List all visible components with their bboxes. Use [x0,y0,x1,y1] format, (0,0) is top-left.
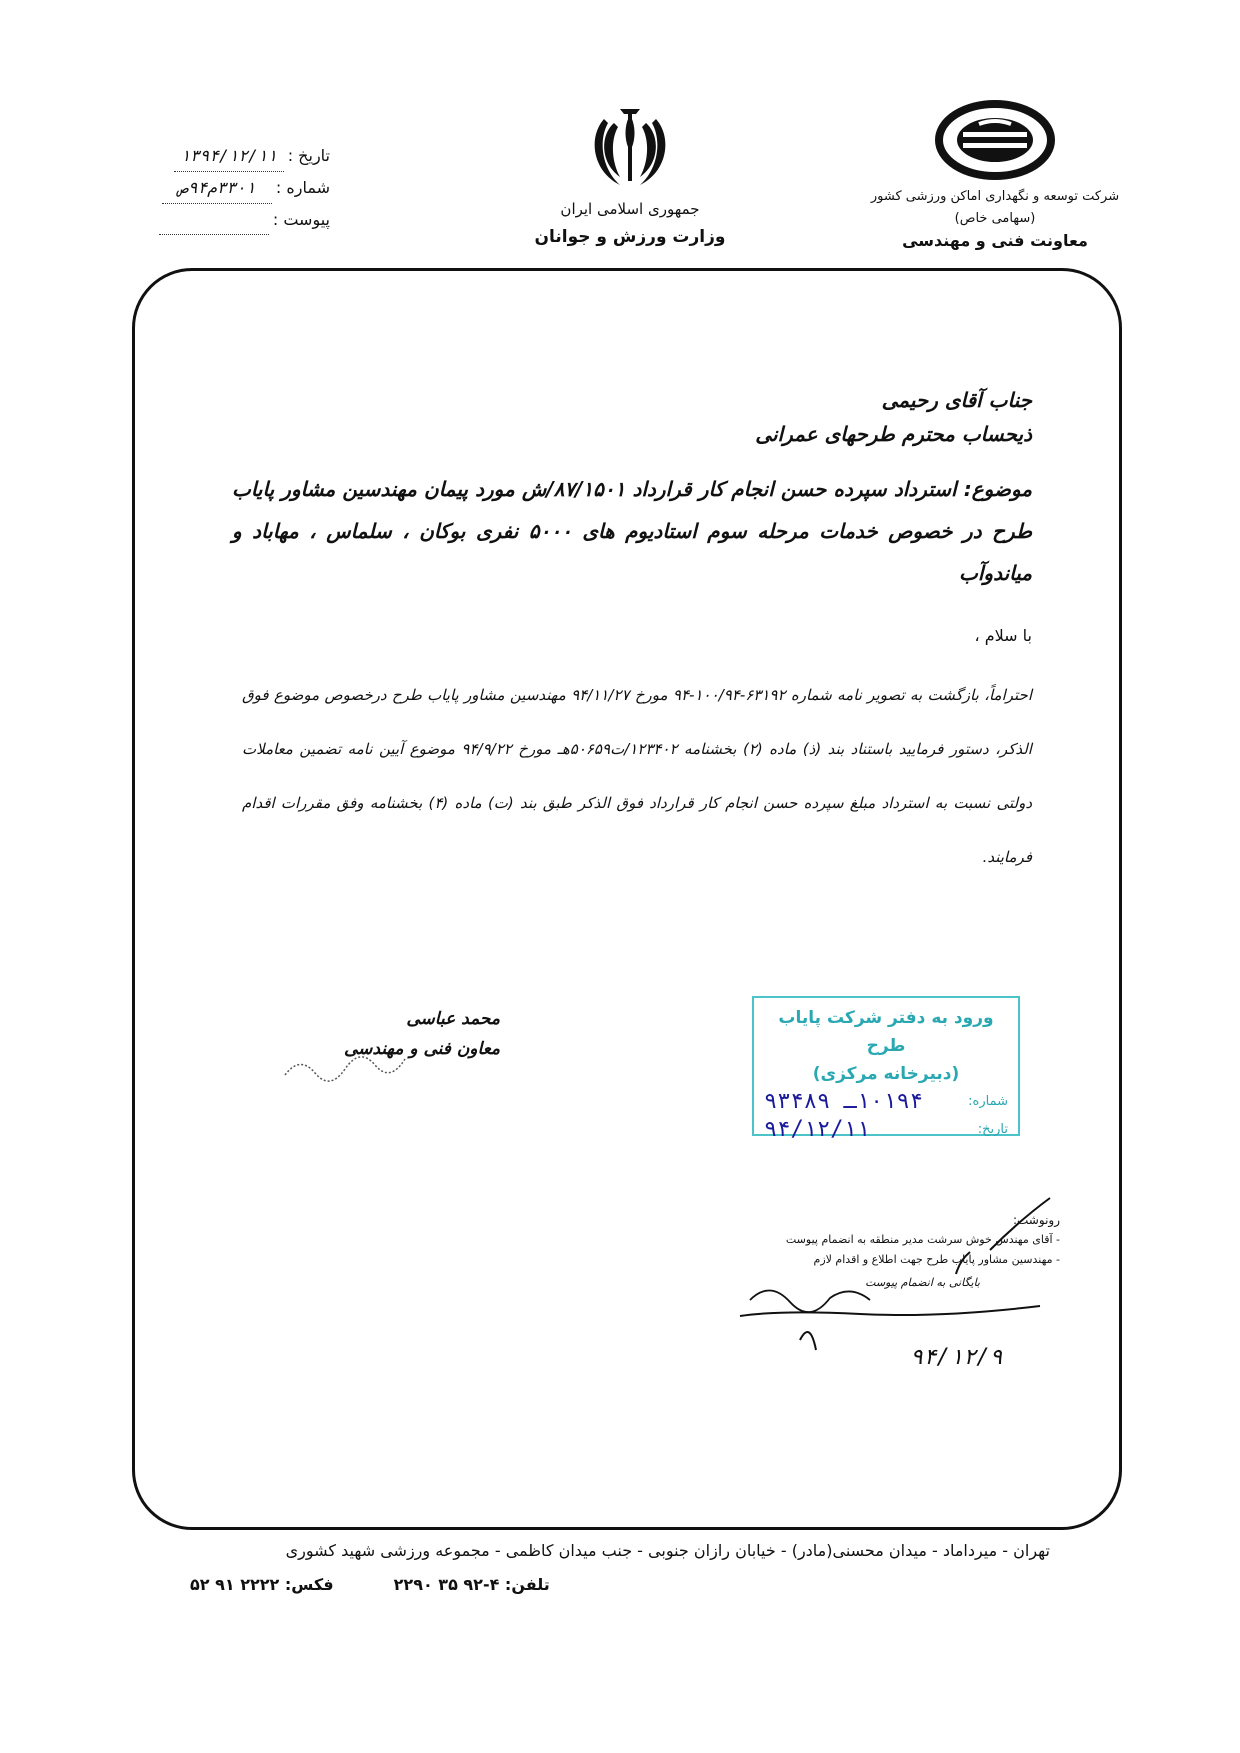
company-type: (سهامی خاص) [954,211,1036,226]
company-heading [865,186,1125,252]
handwritten-note: بایگانی به انضمام پیوست [865,1276,980,1289]
phone-label: تلفن: [504,1575,550,1594]
attachment-value [159,204,269,235]
stamp-date-value: ۹۴/۱۲/۱۱ [764,1117,870,1142]
handwritten-signature [280,1045,410,1085]
letter-body: احتراماً، بازگشت به تصویر نامه شماره ۶۳۱۹۲-۱۰۰/۹۴-۹۴ مورخ ۹۴/۱۱/۲۷ مهندسین مشاور پایاب طرح درخصوص موضوع فوق الذکر، دستور فرمایید باستناد بند (ذ) ماده (۲) بخشنامه ۱۲۳۴۰۲/ت۵۰۶۵۹هـ مورخ ۹۴/۹/۲۲ موضوع آیین نامه تضمین معاملات دولتی نسبت به استرداد مبلغ سپرده حسن انجام کار قرارداد فوق الذکر طبق بند (ت) ماده (۴) بخشنامه وفق مقررات اقدام فرمایند. [242,686,1032,866]
recipient-title: ذیحساب محترم طرحهای عمرانی [755,422,1032,446]
phone-value: ۴-۹۲ ۳۵ ۲۲۹۰ [393,1575,500,1594]
letter-footer [190,1534,1050,1602]
stamp-number-label: شماره: [968,1094,1008,1109]
fax-value: ۲۲۲۲ ۹۱ ۵۲ [190,1575,280,1594]
letter-subject: موضوع: استرداد سپرده حسن انجام کار قرارداد ۸۷/۱۵۰۱/ش مورد پیمان مهندسین مشاور پایاب طرح در خصوص خدمات مرحله سوم استادیوم های ۵۰۰۰ نفری بوکان ، سلماس ، مهاباد و میاندوآب [232,477,1033,585]
fax-label: فکس: [284,1575,334,1594]
gov-line-1: جمهوری اسلامی ایران [560,200,700,218]
cc-line-2: - مهندسین مشاور پایاب طرح جهت اطلاع و اقدام لازم [813,1253,1060,1266]
date-value: ۱۳۹۴/۱۲/۱۱ [174,140,284,172]
stamp-number-value: ۱۰۱۹۴ـ ۹۳۴۸۹ [764,1089,923,1114]
number-value: ۳۳۰۱م۹۴ص [162,172,272,204]
cc-list [690,1210,1060,1270]
stamp-number-row [764,1088,1008,1116]
date-label: تاریخ : [287,146,330,165]
ministry-name: وزارت ورزش و جوانان [534,227,726,247]
signer-name: محمد عباسی [406,1009,500,1029]
entry-stamp [752,996,1020,1142]
government-heading [520,195,740,251]
footer-fax [190,1568,334,1602]
company-logo-icon [935,100,1055,180]
department-name: معاونت فنی و مهندسی [902,231,1088,250]
company-name: شرکت توسعه و نگهداری اماکن ورزشی کشور [870,189,1120,204]
recipient-name: جناب آقای رحیمی [881,388,1032,412]
stamp-date-label: تاریخ: [977,1122,1008,1137]
cc-line-1: - آقای مهندس خوش سرشت مدیر منطقه به انضمام پیوست [785,1233,1060,1246]
cc-heading: رونوشت: [1012,1213,1060,1227]
handwritten-date: ۹۴/۱۲/۹ [910,1345,1003,1370]
number-row [140,172,330,204]
footer-phone [394,1568,550,1602]
number-label: شماره : [275,178,330,197]
letter-meta [140,140,330,235]
attachment-row [140,204,330,235]
stamp-title: ورود به دفتر شرکت پایاب طرح [778,1008,994,1056]
salutation: با سلام ، [974,626,1032,645]
footer-contacts [190,1568,1050,1602]
recipient-block [755,383,1032,451]
signer-title: معاون فنی و مهندسی [344,1039,500,1059]
attachment-label: پیوست : [272,210,330,229]
date-row [140,140,330,172]
footer-address: تهران - میرداماد - میدان محسنی(مادر) - خیابان رازان جنوبی - جنب میدان کاظمی - مجموعه ورزشی شهید کشوری [285,1541,1050,1560]
stamp-subtitle: (دبیرخانه مرکزی) [812,1064,960,1084]
stamp-date-row [764,1116,1008,1144]
iran-emblem-icon [590,105,670,195]
